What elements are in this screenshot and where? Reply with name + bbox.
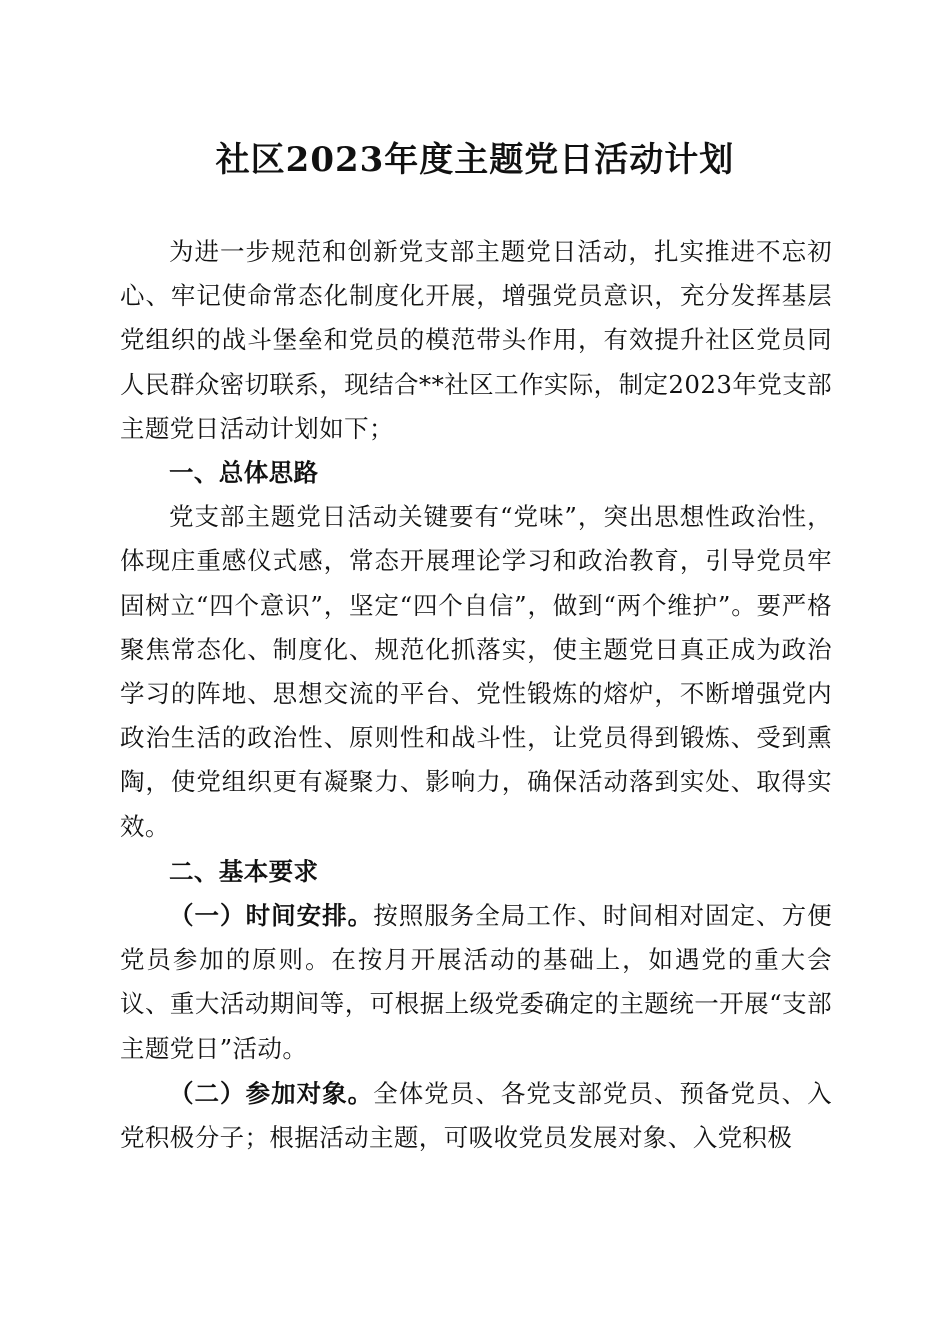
- requirement-item-time-lead: （一）时间安排。: [169, 901, 374, 931]
- document-title: 社区2023年度主题党日活动计划: [215, 140, 735, 180]
- document-body: [120, 230, 832, 1160]
- section-heading-basic-requirements: 二、基本要求: [169, 856, 319, 886]
- requirement-item-participants-lead: （二）参加对象。: [169, 1078, 374, 1108]
- section-heading-overall-approach: 一、总体思路: [169, 458, 319, 488]
- requirement-item-participants: [120, 1072, 832, 1160]
- requirement-item-time: [120, 894, 832, 1071]
- requirement-item-participants-body: 全体党员、各党支部党员、预备党员、入党积极分子；根据活动主题，可吸收党员发展对象、入党积极: [120, 1078, 833, 1153]
- requirement-item-time-body: 按照服务全局工作、时间相对固定、方便党员参加的原则。在按月开展活动的基础上，如遇党的重大会议、重大活动期间等，可根据上级党委确定的主题统一开展“支部主题党日”活动。: [120, 901, 833, 1063]
- intro-paragraph: 为进一步规范和创新党支部主题党日活动，扎实推进不忘初心、牢记使命常态化制度化开展，增强党员意识，充分发挥基层党组织的战斗堡垒和党员的模范带头作用，有效提升社区党员同人民群众密切联系，现结合**社区工作实际，制定2023年党支部主题党日活动计划如下；: [120, 237, 832, 443]
- section-paragraph-overall-approach: 党支部主题党日活动关键要有“党味”，突出思想性政治性，体现庄重感仪式感，常态开展理论学习和政治教育，引导党员牢固树立“四个意识”，坚定“四个自信”，做到“两个维护”。要严格聚焦常态化、制度化、规范化抓落实，使主题党日真正成为政治学习的阵地、思想交流的平台、党性锻炼的熔炉，不断增强党内政治生活的政治性、原则性和战斗性，让党员得到锻炼、受到熏陶，使党组织更有凝聚力、影响力，确保活动落到实处、取得实效。: [120, 502, 832, 841]
